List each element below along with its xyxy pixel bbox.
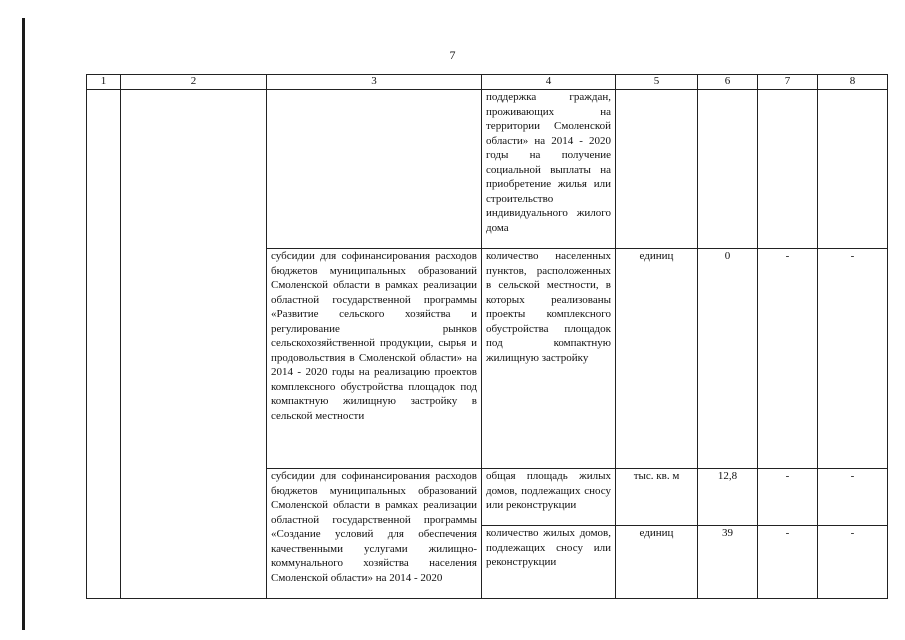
indicator-table bbox=[86, 74, 888, 599]
unit-cell: тыс. кв. м bbox=[616, 469, 698, 526]
subsidy-description-cell bbox=[267, 469, 482, 599]
header-cell-8: 8 bbox=[818, 75, 888, 90]
value-2015-cell: - bbox=[758, 526, 818, 599]
header-cell-1: 1 bbox=[87, 75, 121, 90]
unit-cell: единиц bbox=[616, 249, 698, 469]
indicator-cell: количество жилых домов, подлежащих сносу или реконструкции bbox=[482, 526, 616, 599]
subsidy-description-part1: субсидии для софинансирования расходов бюджетов муниципальных образований Смоленской области в рамках реализации областной bbox=[271, 470, 477, 526]
cell-col6-empty bbox=[698, 90, 758, 249]
table-header-row bbox=[87, 75, 888, 90]
header-cell-3: 3 bbox=[267, 75, 482, 90]
binding-edge-line bbox=[22, 18, 25, 630]
indicator-cell: количество населенных пунктов, расположенных в сельской местности, в которых реализованы проекты комплексного обустройства площадок под компактную жилищную застройку bbox=[482, 249, 616, 469]
cell-col7-empty bbox=[758, 90, 818, 249]
value-2014-cell: 12,8 bbox=[698, 469, 758, 526]
cell-col5-empty bbox=[616, 90, 698, 249]
subsidy-description-part2: государственной программы «Создание условий для обеспечения качественными услугами жилищно-коммунального хозяйства населения Смоленской области» на 2014 - 2020 bbox=[271, 513, 477, 584]
header-cell-4: 4 bbox=[482, 75, 616, 90]
cell-col3-empty bbox=[267, 90, 482, 249]
indicator-cell: поддержка граждан, проживающих на территории Смоленской области» на 2014 - 2020 годы на получение социальной выплаты на приобретение жилья или строительство индивидуального жилого дома bbox=[482, 90, 616, 249]
value-2014-cell: 0 bbox=[698, 249, 758, 469]
cell-col2-empty bbox=[121, 90, 267, 599]
cell-col1-empty bbox=[87, 90, 121, 599]
table-row bbox=[87, 90, 888, 249]
indicator-cell: общая площадь жилых домов, подлежащих сносу или реконструкции bbox=[482, 469, 616, 526]
header-cell-5: 5 bbox=[616, 75, 698, 90]
value-2016-cell: - bbox=[818, 469, 888, 526]
header-cell-7: 7 bbox=[758, 75, 818, 90]
value-2016-cell: - bbox=[818, 249, 888, 469]
value-2016-cell: - bbox=[818, 526, 888, 599]
value-2014-cell: 39 bbox=[698, 526, 758, 599]
subsidy-description-cell: субсидии для софинансирования расходов бюджетов муниципальных образований Смоленской области в рамках реализации областной государственной программы «Развитие сельского хозяйства и регулирование рынков сельскохозяйственной продукции, сырья и продовольствия в Смоленской области» на 2014 - 2020 годы на реализацию проектов комплексного обустройства площадок под компактную жилищную застройку в сельской местности bbox=[267, 249, 482, 469]
header-cell-6: 6 bbox=[698, 75, 758, 90]
cell-col8-empty bbox=[818, 90, 888, 249]
value-2015-cell: - bbox=[758, 249, 818, 469]
header-cell-2: 2 bbox=[121, 75, 267, 90]
value-2015-cell: - bbox=[758, 469, 818, 526]
unit-cell: единиц bbox=[616, 526, 698, 599]
page-number: 7 bbox=[449, 48, 456, 62]
